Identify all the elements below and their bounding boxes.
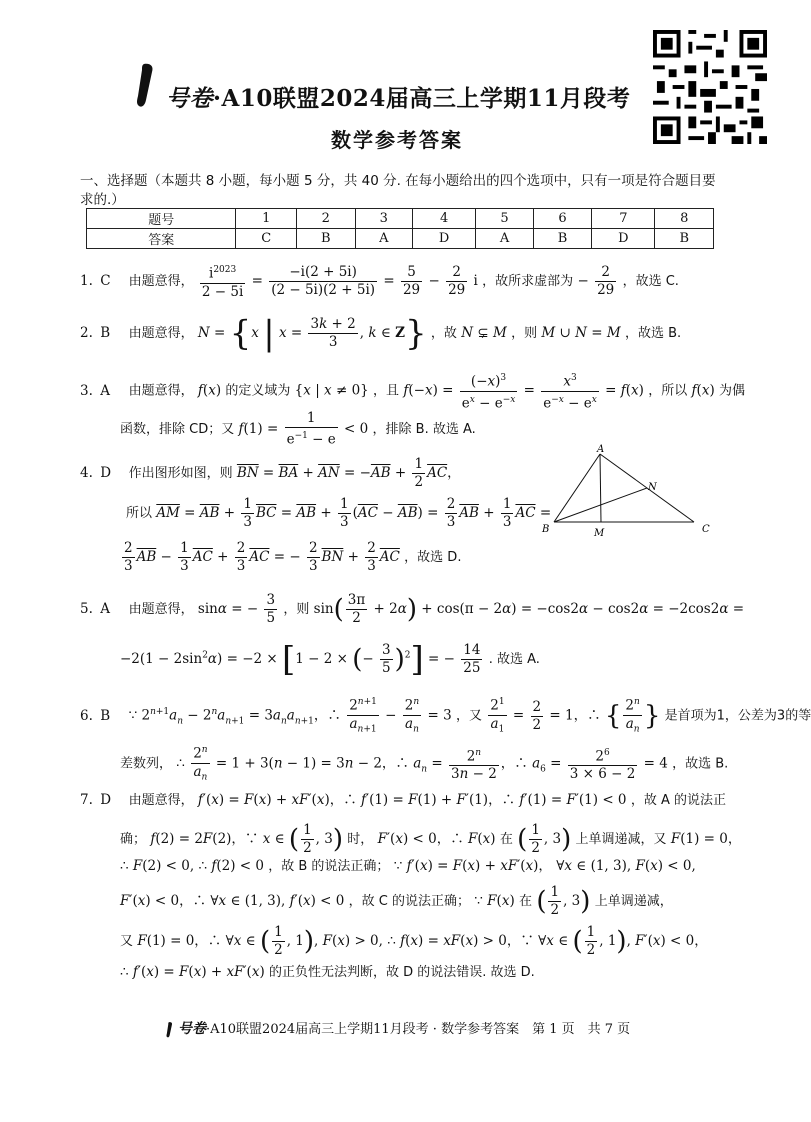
solution-4-line-2: 所以 $\overline{AM} = \overline{AB}$ + $\frac{1}{3}$ $\overline{BC} = \overline{AB}$ + $\frac{1}{3}$ $(\overline{AC} - \overline{AB})$ = $\frac{2}{3}$ $\overline{AB}$ + $\frac{1}{3}$ $\overline{AC}$ = xyxy=(126,496,552,530)
question-answer: B xyxy=(100,707,111,724)
solution-1: 1. C 由题意得， $\frac{i^{2023}}{2 - 5i}$ = $\frac{-i(2 + 5i)}{(2 - 5i)(2 + 5i)}$ = $\frac{5}{29}$ − $\frac{2}{29}$ i ，故所求虚部为 − $\frac{2}{29}$ ，故选 C. xyxy=(80,263,679,300)
triangle-figure xyxy=(536,444,726,548)
solution-7-line-2: 确； f(2) = 2F(2)，∵ x ∈ ( $\frac{1}{2}$ , 3) 时， F′(x) < 0，∴ F(x) 在 ( $\frac{1}{2}$ , 3) 上单调递减，又 F(1) = 0， xyxy=(120,822,742,856)
solution-3: 3. A 由题意得， f(x) 的定义域为 {x | x ≠ 0} ，且 f(−x) = $\frac{(-x)^3}{e^x - e^{-x}}$ = $\frac{x^3}{e^{-x} - e^x}$ = f(x) ，所以 f(x) 为偶 xyxy=(80,370,745,412)
solution-7-line-3: ∴ F(2) < 0, ∴ f(2) < 0 ，故 B 的说法正确； ∵ f′(x) = F(x) + xF′(x)， ∀x ∈ (1, 3), F(x) < 0, xyxy=(120,858,696,874)
solution-4-line-3: $\frac{2}{3}$ $\overline{AB}$ − $\frac{1}{3}$ $\overline{AC}$ + $\frac{2}{3}$ $\overline{AC}$ = − $\frac{2}{3}$ $\overline{BN}$ + $\frac{2}{3}$ $\overline{AC}$ ，故选 D. xyxy=(124,540,462,574)
table-cell: B xyxy=(655,229,714,249)
question-answer: B xyxy=(100,325,111,341)
brush-logo-icon xyxy=(130,62,158,110)
table-cell: A xyxy=(355,229,412,249)
table-header-cell: 答案 xyxy=(87,229,236,249)
title-text: A10联盟2024届高三上学期11月段考 xyxy=(221,85,631,112)
solution-5-line-2: $-2(1 - 2\sin^2\alpha) = -2 \times [1 - 2$ × (− $\frac{3}{5}$ )$^2$] = − $\frac{14}{25}$ . 故选 A. xyxy=(120,639,540,680)
question-answer: D xyxy=(100,792,112,808)
question-number: 5. xyxy=(80,601,93,617)
label-n: N xyxy=(648,482,657,493)
label-c: C xyxy=(702,524,710,535)
solution-6-line-2: 差数列， ∴ $\frac{2^n}{a_n}$ = 1 + 3(n − 1) = 3n − 2，∴ $a_n$ = $\frac{2^n}{3n - 2}$ ，∴ $a_6$ = $\frac{2^6}{3 \times 6 - 2}$ = 4 ，故选 B. xyxy=(120,742,728,786)
solution-6: 6. B ∵ $2^{n+1}a_n - 2^na_{n+1} = 3a_na_{n+1}$，∴ $\frac{2^{n+1}}{a_{n+1}}$ − $\frac{2^n}{a_n}$ = 3 ，又 $\frac{2^1}{a_1}$ = $\frac{2}{2}$ = 1，∴ { $\frac{2^n}{a_n}$ } 是首项为1，公差为3的等 xyxy=(80,694,811,738)
table-row xyxy=(87,209,714,229)
question-number: 7. xyxy=(80,792,93,808)
question-answer: A xyxy=(100,382,111,399)
table-cell: 7 xyxy=(592,209,655,229)
question-number: 6. xyxy=(80,707,93,724)
label-b: B xyxy=(542,524,550,535)
question-answer: A xyxy=(100,601,111,617)
table-cell: D xyxy=(592,229,655,249)
solution-7-line-5: 又 F(1) = 0，∴ ∀x ∈ ( $\frac{1}{2}$ , 1), F(x) > 0, ∴ f(x) = xF(x) > 0，∵ ∀x ∈ ( $\frac{1}{2}$ , 1), F′(x) < 0， xyxy=(120,924,708,958)
solution-5: 5. A 由题意得， sinα = − $\frac{3}{5}$ ，则 sin( $\frac{3\pi}{2}$ + 2α) + cos(π − 2α) = −cos2α − cos2α = −2cos2α = xyxy=(80,592,745,626)
solution-7-line-4: F′(x) < 0，∴ ∀x ∈ (1, 3), f′(x) < 0 ，故 C 的说法正确； ∵ F(x) 在 ( $\frac{1}{2}$ , 3) 上单调递减， xyxy=(120,884,673,918)
solution-7-line-6: ∴ f′(x) = F(x) + xF′(x) 的正负性无法判断，故 D 的说法错误. 故选 D. xyxy=(120,964,535,980)
solution-3-line-2: 函数，排除 CD；又 f(1) = $\frac{1}{e^{-1} - e}$ < 0 ，排除 B. 故选 A. xyxy=(120,410,476,448)
answer-table xyxy=(86,208,714,249)
question-number: 2. xyxy=(80,325,93,341)
table-cell: 1 xyxy=(236,209,297,229)
table-cell: 5 xyxy=(476,209,533,229)
question-number: 1. xyxy=(80,272,93,289)
question-number: 3. xyxy=(80,382,93,399)
table-cell: 4 xyxy=(413,209,476,229)
table-cell: 3 xyxy=(355,209,412,229)
solution-7: 7. D 由题意得， f′(x) = F(x) + xF′(x)，∴ f′(1) = F(1) + F′(1)，∴ f′(1) = F′(1) < 0 ，故 A 的说法正 xyxy=(80,792,726,808)
table-cell: B xyxy=(297,229,355,249)
table-cell: B xyxy=(533,229,591,249)
document-subtitle: 数学参考答案 xyxy=(331,128,463,152)
question-number: 4. xyxy=(80,465,93,481)
solution-4: 4. D 作出图形如图，则 $\overline{BN} = \overline{BA} + \overline{AN} = -\overline{AB}$ + $\frac{1}{2}$ $\overline{AC}$， xyxy=(80,456,461,490)
footer-logo-text: 号卷 xyxy=(177,1021,206,1037)
table-cell: 8 xyxy=(655,209,714,229)
table-cell: A xyxy=(476,229,533,249)
page-footer xyxy=(0,1018,794,1039)
table-header-cell: 题号 xyxy=(87,209,236,229)
question-answer: C xyxy=(100,272,111,289)
footer-text: ·A10联盟2024届高三上学期11月段考 · 数学参考答案 第 1 页 共 7 页 xyxy=(205,1022,631,1037)
brush-logo-icon xyxy=(164,1021,174,1039)
document-title: 号卷·A10联盟2024届高三上学期11月段考 xyxy=(166,85,631,112)
table-cell: C xyxy=(236,229,297,249)
section-heading: 一、选择题（本题共 8 小题，每小题 5 分，共 40 分. 在每小题给出的四个选项中，只有一项是符合题目要求的.） xyxy=(80,173,716,208)
table-cell: 2 xyxy=(297,209,355,229)
table-cell: 6 xyxy=(533,209,591,229)
solution-2: 2. B 由题意得， N = {x | x = $\frac{3k + 2}{3}$ , k ∈ Z} ，故 N ⊊ M ，则 M ∪ N = M ，故选 B. xyxy=(80,313,682,354)
qr-code-icon[interactable] xyxy=(653,30,767,144)
table-cell: D xyxy=(413,229,476,249)
question-answer: D xyxy=(100,465,112,481)
label-a: A xyxy=(597,444,605,455)
label-m: M xyxy=(594,528,605,539)
table-row xyxy=(87,229,714,249)
logo-text: 号卷 xyxy=(166,85,213,112)
